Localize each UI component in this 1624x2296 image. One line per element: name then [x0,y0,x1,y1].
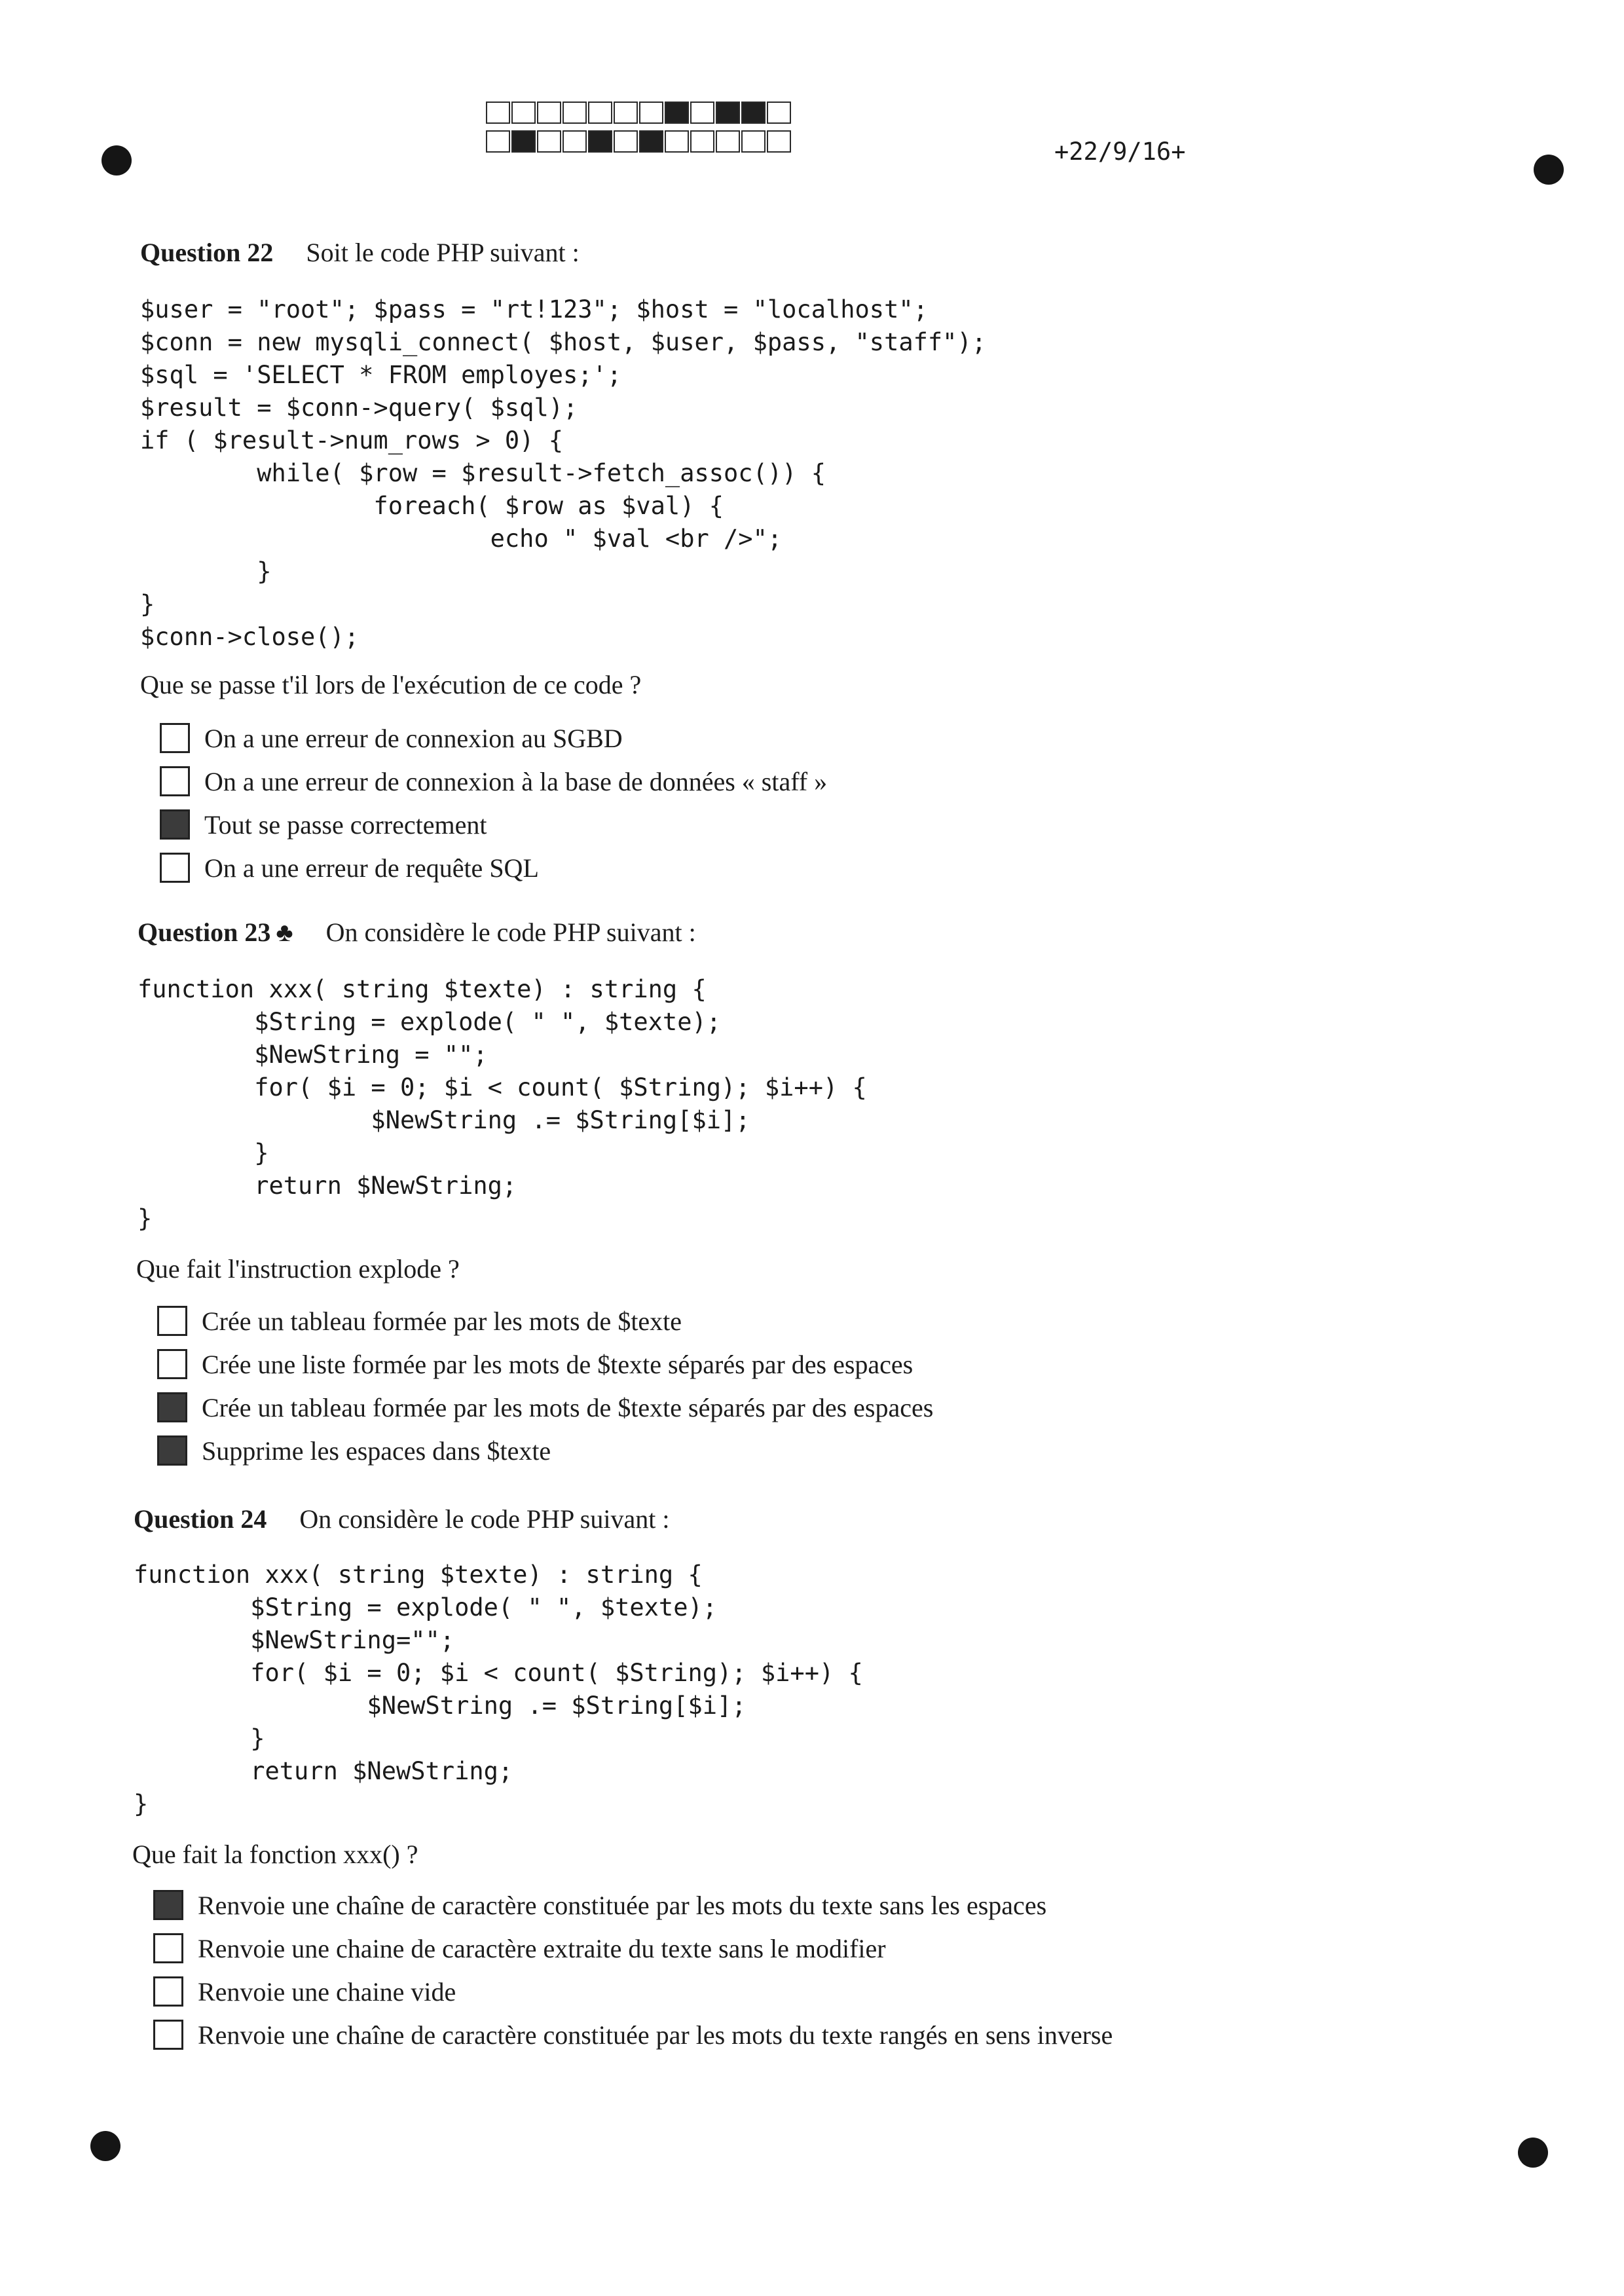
question-header [134,1504,669,1534]
id-code-row [486,130,792,154]
code-line: } [138,1139,269,1167]
code-line: return $NewString; [138,1172,517,1200]
answer-checkbox[interactable] [160,853,190,883]
id-code-cell [716,102,740,124]
code-line: function xxx( string $texte) : string { [138,975,707,1003]
answer-list [157,1299,933,1472]
id-code-cell [690,130,714,153]
question-prompt: Que fait la fonction xxx() ? [132,1840,418,1869]
id-code-cell [690,102,714,124]
answer-label: On a une erreur de connexion au SGBD [204,723,623,753]
code-line: $NewString .= $String[$i]; [138,1106,750,1134]
registration-mark-bottom-left [90,2131,120,2161]
answer-label: On a une erreur de connexion à la base de données « staff » [204,766,828,796]
code-line: $conn->close(); [140,623,360,651]
question-header [140,237,580,268]
id-code-cell [588,102,612,124]
answer-checkbox[interactable] [153,1890,183,1920]
code-line: if ( $result->num_rows > 0) { [140,426,564,454]
question-prompt: Que se passe t'il lors de l'exécution de ce code ? [140,670,642,699]
answer-list [160,716,827,889]
id-code-cell [614,102,638,124]
id-code-cell [741,130,766,153]
code-line: for( $i = 0; $i < count( $String); $i++) { [138,1073,867,1102]
id-code-cell [767,130,791,153]
answer-list [153,1883,1113,2056]
question-title: Question 22 [140,238,274,267]
answer-checkbox[interactable] [153,1976,183,2007]
id-code-cell [767,102,791,124]
page-id: +22/9/16+ [1054,138,1186,166]
answer-option[interactable] [160,716,827,760]
code-line: foreach( $row as $val) { [140,492,724,520]
answer-option[interactable] [157,1342,933,1386]
id-code-cell [537,130,561,153]
id-code-cell [511,102,536,124]
answer-checkbox[interactable] [160,809,190,840]
answer-option[interactable] [153,1927,1113,1970]
answer-option[interactable] [160,846,827,889]
code-line: for( $i = 0; $i < count( $String); $i++) { [134,1659,863,1687]
answer-checkbox[interactable] [157,1435,187,1466]
answer-option[interactable] [160,803,827,846]
id-code-cell [665,130,689,153]
question-intro: Soit le code PHP suivant : [306,238,580,267]
code-line: } [134,1724,265,1752]
id-code-cell [563,130,587,153]
id-code-cell [614,130,638,153]
answer-label: Crée un tableau formée par les mots de $texte [202,1306,682,1336]
answer-label: Supprime les espaces dans $texte [202,1435,551,1466]
answer-label: Crée une liste formée par les mots de $texte séparés par des espaces [202,1349,913,1379]
id-code-cell [716,130,740,153]
answer-option[interactable] [157,1386,933,1429]
answer-label: Renvoie une chaîne de caractère constituée par les mots du texte rangés en sens inverse [198,2020,1113,2050]
code-line: while( $row = $result->fetch_assoc()) { [140,459,826,487]
code-line: $String = explode( " ", $texte); [138,1008,722,1036]
question-title: Question 24 [134,1504,267,1534]
code-line: } [140,590,155,618]
id-code-cell [486,130,510,153]
answer-label: Renvoie une chaîne de caractère constituée par les mots du texte sans les espaces [198,1890,1047,1920]
question-title: Question 23 [138,917,271,947]
answer-checkbox[interactable] [160,766,190,796]
question-intro: On considère le code PHP suivant : [325,917,696,947]
id-code-cell [486,102,510,124]
id-code-cell [639,130,663,153]
registration-mark-bottom-right [1518,2138,1548,2168]
id-code-grid [486,102,792,154]
code-line: $conn = new mysqli_connect( $host, $user, $pass, "staff"); [140,328,987,356]
registration-mark-top-right [1534,155,1564,185]
id-code-cell [563,102,587,124]
code-line: $NewString=""; [134,1626,455,1654]
code-line: $NewString = ""; [138,1041,488,1069]
code-line: function xxx( string $texte) : string { [134,1561,703,1589]
code-line: $sql = 'SELECT * FROM employes;'; [140,361,622,389]
answer-checkbox[interactable] [157,1306,187,1336]
answer-checkbox[interactable] [157,1392,187,1422]
code-line: } [134,1790,149,1818]
answer-label: Renvoie une chaine vide [198,1976,456,2007]
code-line: $result = $conn->query( $sql); [140,394,578,422]
answer-checkbox[interactable] [160,723,190,753]
answer-option[interactable] [153,1970,1113,2013]
question-intro: On considère le code PHP suivant : [299,1504,670,1534]
answer-option[interactable] [153,1883,1113,1927]
club-icon: ♣ [276,917,293,947]
code-line: $NewString .= $String[$i]; [134,1692,747,1720]
id-code-cell [588,130,612,153]
code-block [134,1559,863,1821]
id-code-cell [665,102,689,124]
id-code-cell [639,102,663,124]
answer-checkbox[interactable] [153,2020,183,2050]
answer-checkbox[interactable] [153,1933,183,1963]
answer-checkbox[interactable] [157,1349,187,1379]
code-line: echo " $val <br />"; [140,525,783,553]
code-line: return $NewString; [134,1757,513,1785]
answer-label: On a une erreur de requête SQL [204,853,539,883]
answer-option[interactable] [157,1429,933,1472]
code-line: $user = "root"; $pass = "rt!123"; $host = "localhost"; [140,295,928,324]
answer-label: Crée un tableau formée par les mots de $texte séparés par des espaces [202,1392,934,1422]
id-code-cell [741,102,766,124]
answer-option[interactable] [157,1299,933,1342]
code-line: } [138,1204,153,1232]
code-block [140,293,986,654]
registration-mark-top-left [101,145,132,176]
answer-option[interactable] [160,760,827,803]
code-block [138,973,867,1235]
code-line: } [140,557,272,585]
answer-label: Tout se passe correctement [204,809,487,840]
id-code-row [486,102,792,125]
id-code-cell [511,130,536,153]
answer-label: Renvoie une chaine de caractère extraite du texte sans le modifier [198,1933,886,1963]
id-code-cell [537,102,561,124]
answer-option[interactable] [153,2013,1113,2056]
code-line: $String = explode( " ", $texte); [134,1593,718,1621]
question-prompt: Que fait l'instruction explode ? [136,1254,460,1284]
question-header [138,917,696,948]
